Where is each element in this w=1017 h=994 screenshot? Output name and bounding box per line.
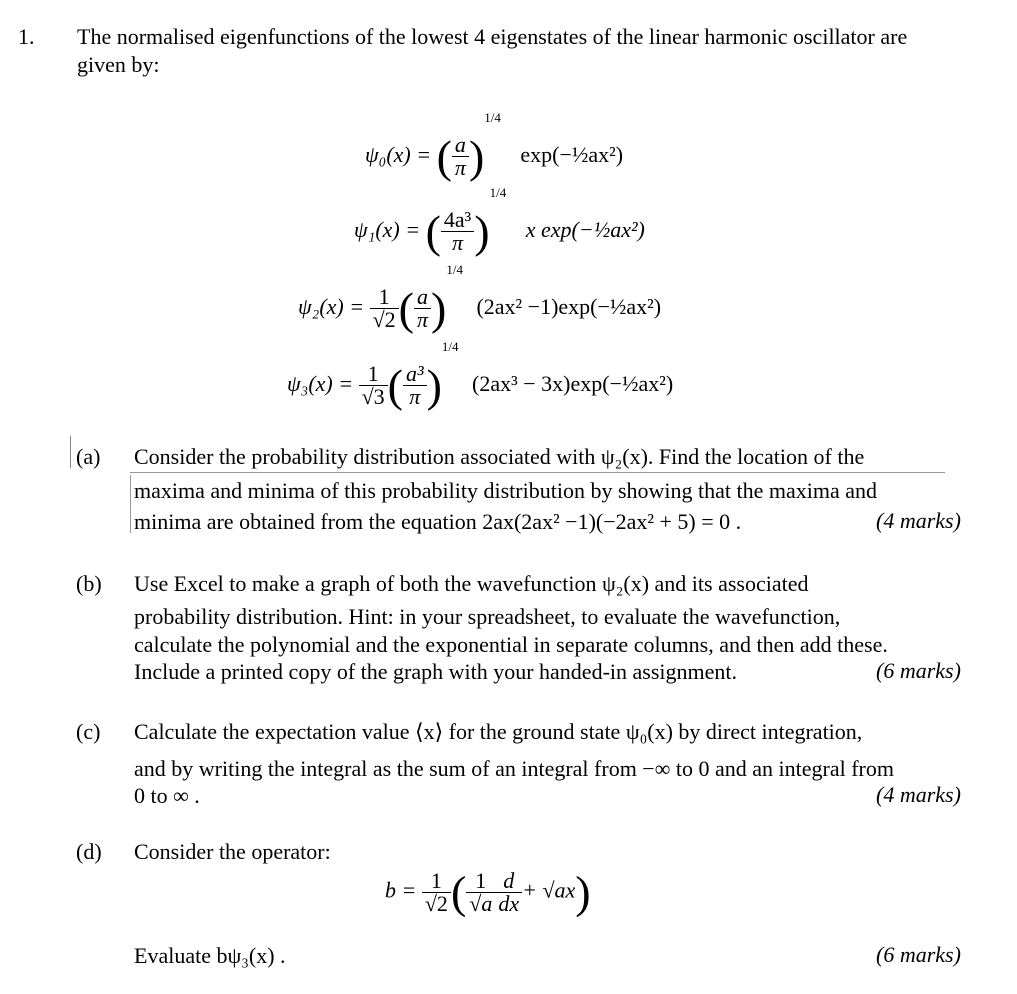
psi3-fraction: $\frac{\text{a³}}{\pi}$ [403,363,427,408]
part-b-line-3: calculate the polynomial and the exponential in separate columns, and then add these. [134,632,888,657]
operator-b-equation: b = $\frac{1}{√2}$ ( $\frac{1}{√a}$ $\frac{d}{dx}$ + √ax) [385,866,591,918]
part-c-line-2: and by writing the integral as the sum of an integral from −∞ to 0 and an integral from [134,756,894,781]
part-b-line-1: Use Excel to make a graph of both the wavefunction ψ₂(x) and its associated [134,571,809,596]
part-a-marks: (4 marks) [876,508,961,533]
part-a-line-2: maxima and minima of this probability distribution by showing that the maxima and [134,478,878,503]
psi1-lhs: ψ₁(x) = [354,217,421,242]
part-d-label: (d) [76,839,102,864]
part-a-line-3: minima are obtained from the equation 2ax(2ax² −1)(−2ax² + 5) = 0 . [134,509,742,534]
part-c-label: (c) [76,719,101,744]
question-number: 1. [18,24,35,49]
part-a-bracket [70,436,74,468]
operator-tail: + √ax [522,877,576,903]
part-b-marks: (6 marks) [876,658,961,683]
intro-line-1: The normalised eigenfunctions of the lowest 4 eigenstates of the linear harmonic oscillator are [77,24,908,49]
part-b-label: (b) [76,571,102,596]
part-d-marks: (6 marks) [876,942,961,967]
psi3-power: 1/4 [441,339,459,354]
operator-prefactor: $\frac{1}{√2}$ [422,870,451,915]
psi1-rhs: x exp(−½ax²) [525,217,645,242]
intro-line-2: given by: [77,52,160,77]
psi0-lhs: ψ₀(x) = [365,142,432,167]
operator-lhs: b = [385,877,417,903]
part-a-label: (a) [76,444,101,469]
part-b-line-2: probability distribution. Hint: in your spreadsheet, to evaluate the wavefunction, [134,604,841,629]
psi2-fraction: $\frac{a}{\pi}$ [414,286,431,331]
part-c-marks: (4 marks) [876,782,961,807]
psi2-power: 1/4 [446,262,463,277]
psi2-lhs: ψ₂(x) = [298,294,365,319]
psi2-rhs: (2ax² −1)exp(−½ax²) [476,294,662,319]
part-a-guide-line-vertical [130,475,131,533]
psi3-rhs: (2ax³ − 3x)exp(−½ax²) [472,371,674,396]
operator-derivative: $\frac{d}{dx}$ [495,870,522,915]
part-c-line-1: Calculate the expectation value ⟨x⟩ for the ground state ψ₀(x) by direct integration, [134,719,863,744]
psi3-prefactor: $\frac{1}{√3}$ [359,363,388,408]
psi1-fraction: $\frac{\text{4a³}}{\pi}$ [441,209,474,254]
psi0-power: 1/4 [484,110,501,125]
part-b-line-4: Include a printed copy of the graph with your handed-in assignment. [134,659,738,684]
part-d-line-1: Consider the operator: [134,839,331,864]
operator-inner-fraction: $\frac{1}{√a}$ [466,870,495,915]
psi3-lhs: ψ₃(x) = [287,371,354,396]
equation-psi0: ψ₀(x) = ( $\frac{a}{\pi}$ )$^{1/4}$ exp(−½ax²) [365,110,624,182]
equation-psi3: ψ₃(x) = $\frac{1}{√3}$ ( $\frac{\text{a³}}{\pi}$ )$^{1/4}$ (2ax³ − 3x)exp(−½ax²) [287,339,674,411]
psi1-power: 1/4 [489,185,507,200]
part-c-line-3: 0 to ∞ . [134,783,200,808]
equation-psi2: ψ₂(x) = $\frac{1}{√2}$ ( $\frac{a}{\pi}$ )$^{1/4}$ (2ax² −1)exp(−½ax²) [298,262,662,334]
part-a-guide-line [130,472,945,473]
psi0-fraction: $\frac{a}{\pi}$ [452,134,469,179]
psi0-rhs: exp(−½ax²) [520,142,624,167]
psi2-prefactor: $\frac{1}{√2}$ [370,286,399,331]
part-d-evaluate: Evaluate bψ₃(x) . [134,943,286,968]
equation-psi1: ψ₁(x) = ( $\frac{\text{4a³}}{\pi}$ )$^{1/4}$ x exp(−½ax²) [354,185,645,257]
part-a-line-1: Consider the probability distribution associated with ψ₂(x). Find the location of the [134,444,865,469]
